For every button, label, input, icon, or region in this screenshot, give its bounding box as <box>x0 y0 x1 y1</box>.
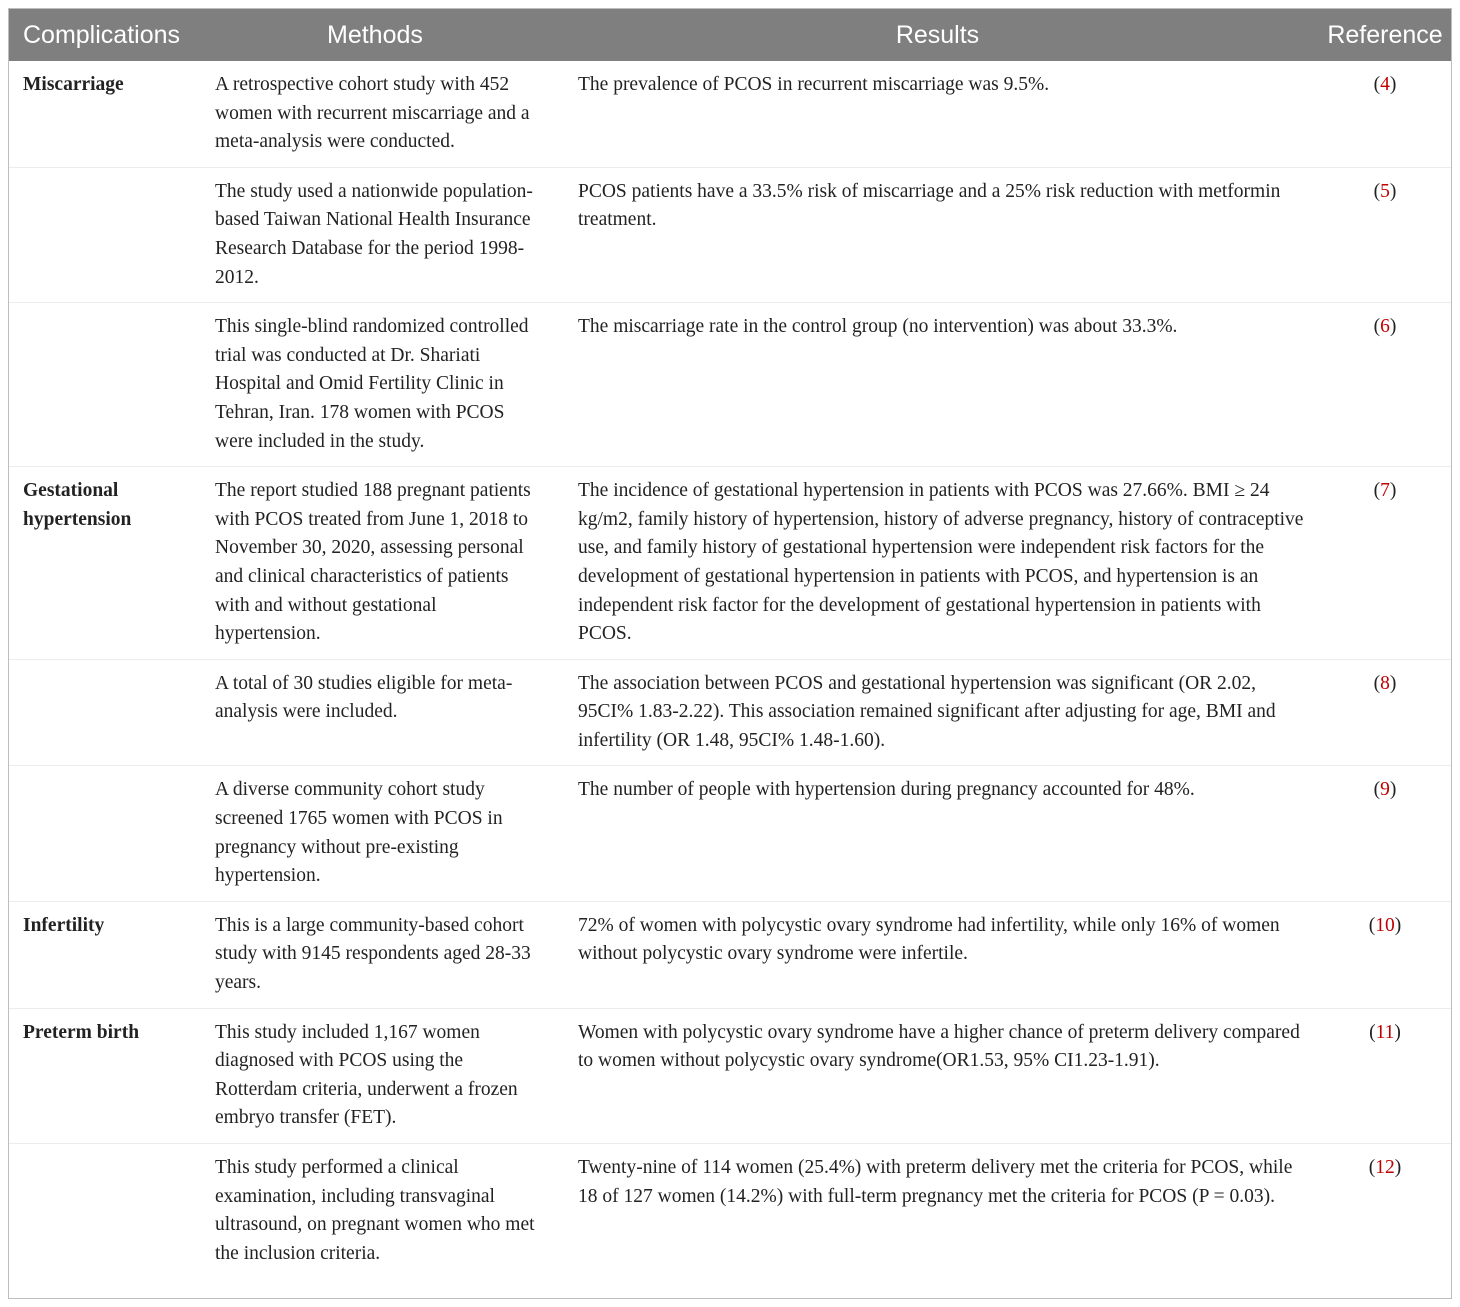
reference-link[interactable]: 4 <box>1380 74 1390 95</box>
ref-paren-close: ) <box>1389 180 1397 202</box>
complication-cell: Miscarriage <box>23 74 124 95</box>
ref-paren-close: ) <box>1389 74 1397 95</box>
ref-paren-open: ( <box>1373 316 1381 338</box>
methods-cell: This study included 1,167 women diagnosed with PCOS using the Rotterdam criteria, underwent a frozen embryo transfer (FET). <box>207 1008 556 1143</box>
table-row <box>9 766 1451 901</box>
complication-cell: Gestational hypertension <box>9 467 207 660</box>
ref-paren-close: ) <box>1389 480 1397 502</box>
reference-link[interactable]: 10 <box>1375 914 1395 936</box>
table-row <box>9 167 1451 302</box>
results-cell: The prevalence of PCOS in recurrent miscarriage was 9.5%. <box>578 74 1050 95</box>
methods-cell: The study used a nationwide population-based Taiwan National Health Insurance Research Database for the period 1998-2012. <box>207 167 556 302</box>
ref-paren-close: ) <box>1394 914 1402 936</box>
table-row <box>9 61 1451 167</box>
ref-paren-open: ( <box>1373 74 1381 95</box>
results-cell: 72% of women with polycystic ovary syndrome had infertility, while only 16% of women without polycystic ovary syndrome were infertile. <box>556 901 1319 1008</box>
results-cell: The number of people with hypertension during pregnancy accounted for 48%. <box>556 766 1319 901</box>
reference-link[interactable]: 5 <box>1380 180 1390 202</box>
reference-link[interactable]: 7 <box>1380 480 1390 502</box>
reference-link[interactable]: 11 <box>1375 1021 1395 1043</box>
results-cell: Twenty-nine of 114 women (25.4%) with preterm delivery met the criteria for PCOS, while 18 of 127 women (14.2%) with full-term pregnancy met the criteria for PCOS (P = 0.03). <box>556 1144 1319 1279</box>
reference-cell <box>1319 766 1451 901</box>
ref-paren-open: ( <box>1368 1157 1376 1178</box>
complication-cell <box>9 766 207 901</box>
methods-cell: A diverse community cohort study screened 1765 women with PCOS in pregnancy without pre-existing hypertension. <box>207 766 556 901</box>
table-row <box>9 901 1451 1008</box>
reference-cell <box>1319 901 1451 1008</box>
reference-link[interactable]: 12 <box>1375 1157 1395 1178</box>
methods-cell: This is a large community-based cohort study with 9145 respondents aged 28-33 years. <box>207 901 556 1008</box>
table-row <box>9 303 1451 467</box>
ref-paren-open: ( <box>1373 180 1381 202</box>
ref-paren-open: ( <box>1368 914 1376 936</box>
reference-cell <box>1319 61 1451 167</box>
table-row <box>9 659 1451 766</box>
table-row <box>9 1008 1451 1143</box>
complications-table <box>9 9 1451 1278</box>
reference-cell <box>1319 467 1451 660</box>
ref-paren-close: ) <box>1394 1021 1401 1043</box>
complication-cell: Preterm birth <box>9 1008 207 1143</box>
complications-table-frame <box>8 8 1452 1299</box>
ref-paren-open: ( <box>1369 1021 1376 1043</box>
header-reference: Reference <box>1319 9 1451 61</box>
reference-link[interactable]: 9 <box>1380 779 1390 801</box>
complication-cell: Infertility <box>9 901 207 1008</box>
results-cell: PCOS patients have a 33.5% risk of miscarriage and a 25% risk reduction with metformin treatment. <box>556 167 1319 302</box>
results-cell: The association between PCOS and gestational hypertension was significant (OR 2.02, 95CI% 1.83-2.22). This association remained significant after adjusting for age, BMI and infertility (OR 1.48, 95CI% 1.48-1.60). <box>556 659 1319 766</box>
ref-paren-open: ( <box>1373 779 1381 801</box>
reference-link[interactable]: 8 <box>1380 672 1390 694</box>
reference-cell <box>1319 167 1451 302</box>
table-header <box>9 9 1451 61</box>
complication-cell <box>9 167 207 302</box>
header-row <box>9 9 1451 61</box>
results-cell: The incidence of gestational hypertension in patients with PCOS was 27.66%. BMI ≥ 24 kg/m2, family history of hypertension, history of adverse pregnancy, history of contraceptive use, and family history of gestational hypertension were independent risk factors for the development of gestational hypertension in patients with PCOS, and hypertension is an independent risk factor for the development of gestational hypertension in patients with PCOS. <box>556 467 1319 660</box>
complication-cell <box>9 659 207 766</box>
complication-cell <box>9 303 207 467</box>
reference-cell <box>1319 659 1451 766</box>
ref-paren-open: ( <box>1373 480 1381 502</box>
reference-cell <box>1319 303 1451 467</box>
reference-cell <box>1319 1008 1451 1143</box>
results-cell: The miscarriage rate in the control group (no intervention) was about 33.3%. <box>556 303 1319 467</box>
complication-cell <box>9 1144 207 1279</box>
table-body <box>9 61 1451 1278</box>
reference-cell <box>1319 1144 1451 1279</box>
ref-paren-close: ) <box>1394 1157 1402 1178</box>
header-methods: Methods <box>207 9 556 61</box>
reference-link[interactable]: 6 <box>1380 316 1390 338</box>
ref-paren-close: ) <box>1389 316 1397 338</box>
methods-cell: A total of 30 studies eligible for meta-analysis were included. <box>207 659 556 766</box>
ref-paren-open: ( <box>1373 672 1381 694</box>
results-cell: Women with polycystic ovary syndrome have a higher chance of preterm delivery compared to women without polycystic ovary syndrome(OR1.53, 95% CI1.23-1.91). <box>556 1008 1319 1143</box>
methods-cell: The report studied 188 pregnant patients with PCOS treated from June 1, 2018 to November 30, 2020, assessing personal and clinical characteristics of patients with and without gestational hypertension. <box>207 467 556 660</box>
methods-cell: A retrospective cohort study with 452 women with recurrent miscarriage and a meta-analysis were conducted. <box>215 74 530 153</box>
methods-cell: This study performed a clinical examination, including transvaginal ultrasound, on pregnant women who met the inclusion criteria. <box>207 1144 556 1279</box>
methods-cell: This single-blind randomized controlled trial was conducted at Dr. Shariati Hospital and Omid Fertility Clinic in Tehran, Iran. 178 women with PCOS were included in the study. <box>207 303 556 467</box>
ref-paren-close: ) <box>1389 779 1397 801</box>
header-complications: Complications <box>9 9 207 61</box>
table-row <box>9 1144 1451 1279</box>
header-results: Results <box>556 9 1319 61</box>
ref-paren-close: ) <box>1389 672 1397 694</box>
table-row <box>9 467 1451 660</box>
